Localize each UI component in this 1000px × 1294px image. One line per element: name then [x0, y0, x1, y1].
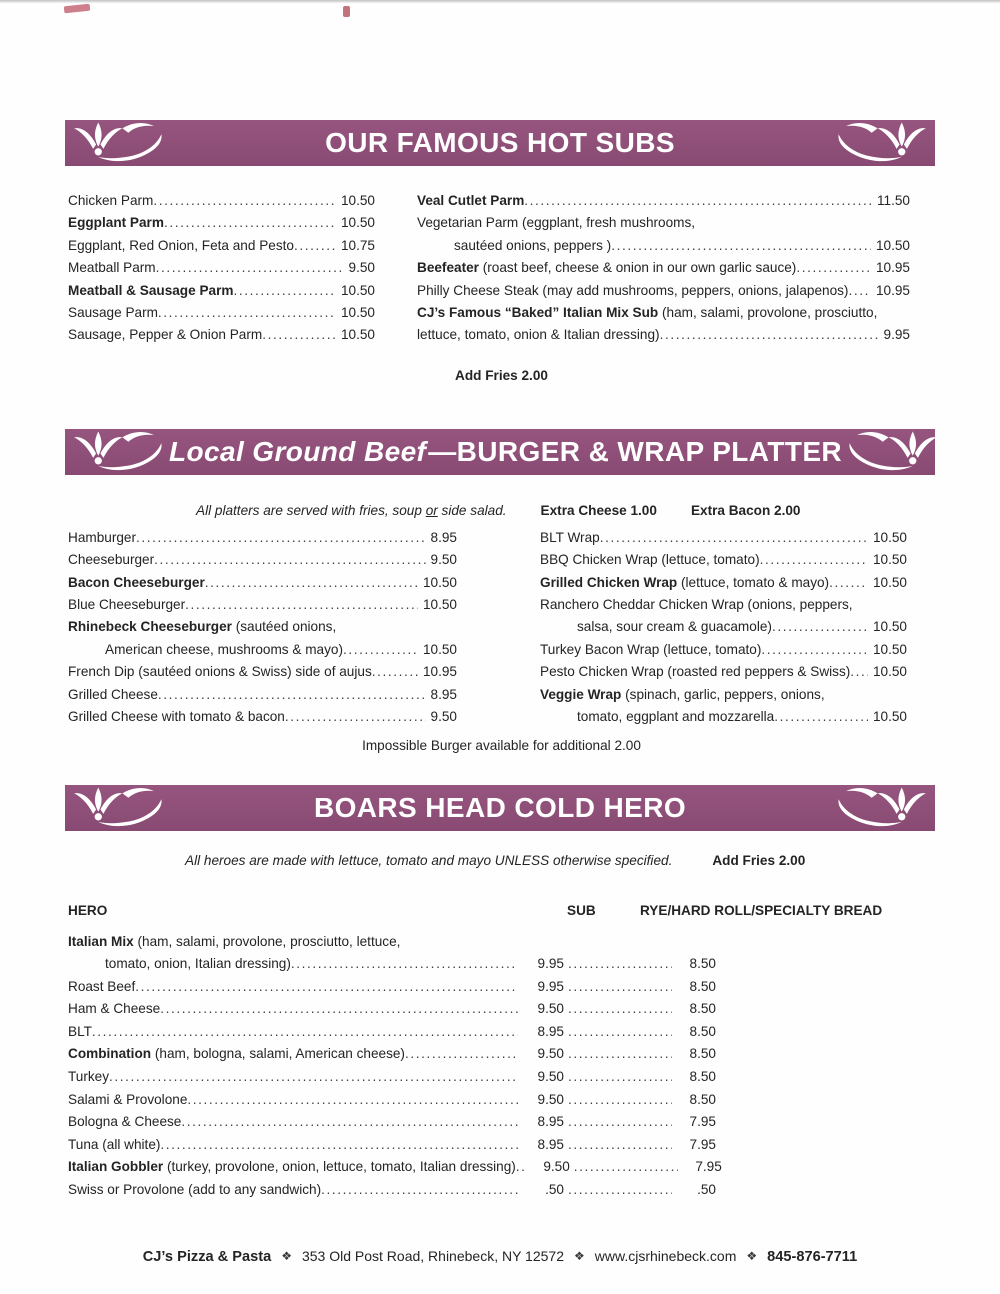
item-price: 10.50	[422, 597, 457, 613]
bread-price: 7.95	[689, 1114, 716, 1130]
item-name	[68, 212, 164, 234]
item-name-text: Ham & Cheese	[68, 1001, 161, 1017]
hero-table-header	[68, 903, 935, 927]
item-name-bold: CJ’s Famous “Baked” Italian Mix Sub	[417, 305, 659, 321]
item-name	[68, 235, 294, 257]
menu-item	[540, 572, 907, 594]
item-name	[68, 976, 135, 999]
item-name	[68, 257, 156, 279]
item-name	[68, 1156, 516, 1179]
item-name-text: Turkey Bacon Wrap (lettuce, tomato)	[540, 641, 762, 657]
table-row	[68, 1111, 716, 1134]
menu-item	[68, 594, 457, 616]
dot-leader	[321, 1179, 518, 1202]
dot-leader	[568, 1111, 672, 1134]
dot-leader	[160, 998, 518, 1021]
dot-leader	[568, 1066, 672, 1089]
item-price: 10.95	[422, 664, 457, 680]
dot-leader	[158, 684, 426, 706]
burger-right-column	[540, 527, 907, 729]
dot-leader	[772, 616, 868, 638]
menu-item	[68, 527, 457, 549]
dot-leader	[205, 572, 418, 594]
dot-leader	[156, 257, 344, 279]
menu-item	[417, 280, 910, 302]
item-name	[540, 549, 760, 571]
dot-leader	[600, 527, 868, 549]
dot-leader	[568, 998, 672, 1021]
dot-leader	[405, 1043, 518, 1066]
menu-item	[540, 684, 907, 729]
item-price: 10.50	[340, 215, 375, 231]
floral-flourish-icon	[831, 121, 927, 165]
item-name	[540, 661, 850, 683]
dot-leader	[294, 235, 336, 257]
item-price: 9.50	[348, 260, 375, 276]
sub-price: .50	[545, 1182, 564, 1198]
dot-leader	[372, 661, 418, 683]
item-name-text: (ham, salami, provolone, prosciutto,	[658, 305, 878, 321]
table-row	[68, 1089, 716, 1112]
platters-note-pre: All platters are served with fries, soup	[196, 502, 426, 518]
item-price: 10.50	[422, 641, 457, 657]
item-name-text: Pesto Chicken Wrap (roasted red peppers & Swiss)	[540, 664, 851, 680]
table-row	[68, 931, 716, 976]
burger-wrap-banner	[65, 429, 935, 475]
item-price: 11.50	[876, 193, 910, 208]
item-name-bold: Combination	[68, 1046, 152, 1062]
dot-leader	[774, 706, 868, 728]
item-name-text: Cheeseburger	[68, 552, 155, 568]
floral-flourish-icon	[842, 430, 938, 474]
item-name-text: BLT	[68, 1023, 92, 1039]
address: 353 Old Post Road, Rhinebeck, NY 12572	[301, 1247, 564, 1264]
hot-subs-section	[0, 190, 1000, 387]
menu-item	[540, 527, 907, 549]
hot-subs-left-column	[68, 190, 375, 347]
item-name-text: Sausage Parm	[68, 305, 158, 321]
item-price: 10.95	[875, 282, 910, 298]
item-name-bold: Rhinebeck Cheeseburger	[68, 619, 232, 635]
item-name-bold: Beefeater	[417, 260, 479, 276]
item-name-bold: Eggplant Parm	[68, 215, 164, 231]
dot-leader	[568, 1089, 672, 1112]
item-name-bold: Italian Gobbler	[68, 1159, 164, 1175]
item-name-text: BLT Wrap	[540, 529, 600, 545]
platters-note-post: side salad.	[437, 502, 507, 518]
sub-price: 9.50	[537, 1046, 564, 1062]
item-name	[540, 594, 853, 616]
bread-price: 8.50	[689, 1069, 716, 1085]
dot-leader	[660, 324, 879, 346]
item-name-text: (turkey, provolone, onion, lettuce, tomato, Italian dressing)	[163, 1159, 516, 1175]
floral-flourish-icon	[73, 430, 169, 474]
bread-price: 8.50	[689, 1001, 716, 1017]
item-name	[68, 324, 262, 346]
item-name-text: Blue Cheeseburger	[68, 597, 186, 613]
item-name-text: Eggplant, Red Onion, Feta and Pesto	[68, 237, 294, 253]
menu-item	[68, 257, 375, 279]
menu-item	[417, 190, 910, 212]
item-name	[417, 212, 695, 234]
menu-item	[68, 190, 375, 212]
item-name	[68, 1066, 109, 1089]
table-row	[68, 1156, 722, 1179]
burger-subtitle-row	[68, 501, 935, 521]
menu-item	[540, 639, 907, 661]
item-name-text: Swiss or Provolone (add to any sandwich)	[68, 1182, 322, 1198]
platters-note	[196, 501, 507, 521]
dot-leader	[135, 976, 518, 999]
item-name	[68, 280, 233, 302]
item-price: 8.95	[430, 686, 457, 702]
table-row	[68, 1021, 716, 1044]
menu-item	[417, 257, 910, 279]
menu-item	[68, 684, 457, 706]
sub-price: 9.50	[543, 1159, 570, 1175]
item-price: 10.75	[340, 237, 375, 253]
item-price: 10.50	[872, 709, 907, 725]
col-hero-label: HERO	[68, 902, 108, 918]
item-name	[68, 1089, 187, 1112]
dot-leader	[153, 190, 336, 212]
hero-subtitle-row	[68, 851, 935, 871]
impossible-burger-note: Impossible Burger available for additional 2.00	[362, 737, 641, 753]
bread-price: 8.50	[689, 1046, 716, 1062]
hot-subs-title: OUR FAMOUS HOT SUBS	[325, 127, 675, 158]
item-name-text: Vegetarian Parm (eggplant, fresh mushrooms,	[417, 215, 696, 231]
item-price: 10.50	[422, 574, 457, 590]
burger-wrap-section	[0, 501, 1000, 757]
item-price: 10.50	[875, 237, 910, 253]
burger-wrap-title	[169, 436, 842, 468]
item-name	[68, 594, 185, 616]
item-name	[68, 302, 158, 324]
item-name-wrap: American cheese, mushrooms & mayo)	[105, 641, 343, 657]
item-name-text: (ham, bologna, salami, American cheese)	[151, 1046, 405, 1062]
item-name-text: Hamburger	[68, 529, 136, 545]
sub-price: 9.95	[537, 978, 564, 994]
item-name	[68, 1021, 92, 1044]
heroes-note: All heroes are made with lettuce, tomato and mayo UNLESS otherwise specified.	[185, 852, 673, 868]
restaurant-name: CJ’s Pizza & Pasta	[142, 1248, 272, 1265]
item-name	[68, 616, 336, 638]
item-name	[68, 931, 400, 954]
item-name	[68, 684, 158, 706]
diamond-icon: ❖	[574, 1248, 585, 1263]
sub-price: 8.95	[537, 1114, 564, 1130]
item-name-wrap: sautéed onions, peppers )	[454, 237, 612, 253]
item-price: 10.50	[340, 327, 375, 343]
dot-leader	[524, 190, 872, 212]
dot-leader	[262, 324, 336, 346]
item-name-bold: Veal Cutlet Parm	[417, 193, 525, 208]
dot-leader	[160, 1134, 518, 1157]
item-name	[417, 257, 796, 279]
cold-hero-section	[0, 851, 1000, 1202]
item-price: 8.95	[430, 529, 457, 545]
item-price: 10.50	[340, 193, 375, 208]
item-price: 10.50	[872, 552, 907, 568]
col-bread-label: RYE/HARD ROLL/SPECIALTY BREAD	[640, 902, 883, 918]
diamond-icon: ❖	[281, 1248, 292, 1263]
item-name-text: French Dip (sautéed onions & Swiss) side of aujus	[68, 664, 372, 680]
menu-item	[68, 302, 375, 324]
dot-leader	[611, 235, 871, 257]
item-name-wrap: lettuce, tomato, onion & Italian dressing)	[417, 327, 660, 343]
item-name-text: Turkey	[68, 1069, 110, 1085]
dot-leader	[158, 302, 336, 324]
menu-item	[68, 616, 457, 661]
floral-flourish-icon	[831, 786, 927, 830]
dot-leader	[187, 1089, 518, 1112]
table-row	[68, 1043, 716, 1066]
item-name-text: (roast beef, cheese & onion in our own garlic sauce)	[478, 260, 797, 276]
item-name	[68, 706, 285, 728]
item-name	[68, 549, 154, 571]
sub-price: 8.95	[537, 1023, 564, 1039]
bread-price: 8.50	[689, 1023, 716, 1039]
item-name	[68, 527, 136, 549]
dot-leader	[109, 1066, 518, 1089]
item-price: 10.50	[872, 641, 907, 657]
hot-subs-banner	[65, 120, 935, 166]
item-name	[540, 684, 825, 706]
dot-leader	[154, 549, 425, 571]
item-name	[68, 998, 160, 1021]
item-name-text: Ranchero Cheddar Chicken Wrap (onions, peppers,	[540, 597, 853, 613]
item-name	[417, 190, 524, 212]
item-name-text: Chicken Parm	[68, 193, 154, 208]
item-name-text: Grilled Cheese with tomato & bacon	[68, 709, 285, 725]
item-name-text: Grilled Cheese	[68, 686, 158, 702]
item-name-text: Salami & Provolone	[68, 1091, 188, 1107]
item-name	[540, 639, 761, 661]
table-row	[68, 998, 716, 1021]
item-name-bold: Bacon Cheeseburger	[68, 574, 205, 590]
menu-item	[68, 212, 375, 234]
menu-item	[540, 594, 907, 639]
dot-leader	[829, 572, 868, 594]
extra-bacon-note: Extra Bacon 2.00	[690, 502, 801, 518]
platters-note-or: or	[425, 502, 438, 518]
dot-leader	[568, 953, 672, 976]
table-row	[68, 1066, 716, 1089]
sub-price: 9.50	[537, 1001, 564, 1017]
sub-price: 9.95	[537, 956, 564, 972]
item-name-text: BBQ Chicken Wrap (lettuce, tomato)	[540, 552, 760, 568]
bread-price: 8.50	[689, 978, 716, 994]
item-name-text: Sausage, Pepper & Onion Parm	[68, 327, 263, 343]
item-price: 9.95	[883, 327, 910, 343]
table-row	[68, 976, 716, 999]
item-name	[68, 1179, 321, 1202]
floral-flourish-icon	[73, 121, 169, 165]
item-name-text: Roast Beef	[68, 978, 136, 994]
menu-item	[417, 302, 910, 347]
burger-left-column	[68, 527, 457, 729]
item-name	[540, 527, 600, 549]
bread-price: 7.95	[695, 1159, 722, 1175]
item-name-text: Bologna & Cheese	[68, 1114, 182, 1130]
menu-item	[68, 549, 457, 571]
item-price: 10.50	[872, 619, 907, 635]
scan-artifact	[343, 6, 350, 17]
menu-item	[68, 324, 375, 346]
bread-price: 7.95	[689, 1136, 716, 1152]
dot-leader	[796, 257, 871, 279]
item-name	[68, 661, 372, 683]
item-name-bold: Italian Mix	[68, 933, 134, 949]
extra-cheese-note: Extra Cheese 1.00	[540, 502, 657, 518]
item-price: 10.50	[872, 529, 907, 545]
scan-artifact	[64, 4, 91, 14]
dot-leader	[568, 1179, 672, 1202]
item-price: 9.50	[430, 709, 457, 725]
menu-item	[68, 280, 375, 302]
item-name-wrap: tomato, onion, Italian dressing)	[105, 956, 291, 972]
item-price: 10.95	[875, 260, 910, 276]
dot-leader	[760, 549, 868, 571]
sub-price: 8.95	[537, 1136, 564, 1152]
dot-leader	[574, 1156, 678, 1179]
phone-number: 845-876-7711	[767, 1248, 858, 1265]
menu-item	[68, 235, 375, 257]
item-name-bold: Grilled Chicken Wrap	[540, 574, 678, 590]
bread-price: 8.50	[689, 956, 716, 972]
dot-leader	[185, 594, 418, 616]
item-name	[417, 302, 877, 324]
hero-table	[68, 931, 722, 1202]
item-name-text: Tuna (all white)	[68, 1136, 161, 1152]
item-price: 10.50	[340, 305, 375, 321]
title-italic-part: Local Ground Beef	[169, 435, 427, 467]
item-name	[417, 280, 848, 302]
menu-item	[68, 661, 457, 683]
dot-leader	[181, 1111, 518, 1134]
dot-leader	[568, 1021, 672, 1044]
item-name-text: (lettuce, tomato & mayo)	[677, 574, 830, 590]
item-price: 9.50	[430, 552, 457, 568]
item-price: 10.50	[872, 664, 907, 680]
menu-item	[417, 212, 910, 257]
dot-leader	[164, 212, 336, 234]
item-name	[68, 572, 205, 594]
item-name-bold: Veggie Wrap	[540, 686, 622, 702]
item-name	[68, 190, 153, 212]
table-row	[68, 1179, 716, 1202]
item-name-text: (sautéed onions,	[231, 619, 337, 635]
add-fries-note: Add Fries 2.00	[455, 367, 548, 383]
item-name	[68, 1134, 160, 1157]
cold-hero-banner	[65, 785, 935, 831]
cold-hero-title: BOARS HEAD COLD HERO	[313, 791, 686, 823]
item-name-text: (spinach, garlic, peppers, onions,	[621, 686, 825, 702]
hot-subs-right-column	[417, 190, 910, 347]
dot-leader	[568, 1134, 672, 1157]
bread-price: .50	[697, 1182, 716, 1198]
item-price: 10.50	[340, 282, 375, 298]
dot-leader	[136, 527, 426, 549]
bread-price: 8.50	[689, 1091, 716, 1107]
dot-leader	[850, 661, 868, 683]
item-name-bold: Meatball & Sausage Parm	[68, 282, 234, 298]
dot-leader	[233, 280, 336, 302]
dot-leader	[568, 976, 672, 999]
website: www.cjsrhinebeck.com	[594, 1247, 737, 1264]
menu-item	[540, 549, 907, 571]
item-name-text: Meatball Parm	[68, 260, 156, 276]
diamond-icon: ❖	[746, 1248, 758, 1263]
menu-item	[540, 661, 907, 683]
add-fries-note: Add Fries 2.00	[712, 852, 806, 868]
dot-leader	[848, 280, 871, 302]
dot-leader	[285, 706, 426, 728]
col-sub-label: SUB	[567, 902, 596, 918]
item-name	[68, 1111, 181, 1134]
footer	[0, 1248, 1000, 1265]
item-name-text: Philly Cheese Steak (may add mushrooms, peppers, onions, jalapenos)	[417, 282, 849, 298]
menu-item	[68, 706, 457, 728]
dot-leader	[761, 639, 868, 661]
title-rest-part: —BURGER & WRAP PLATTER	[428, 435, 843, 467]
sub-price: 9.50	[537, 1069, 564, 1085]
floral-flourish-icon	[73, 786, 169, 830]
dot-leader	[291, 953, 518, 976]
item-name	[68, 1043, 405, 1066]
sub-price: 9.50	[537, 1091, 564, 1107]
dot-leader	[516, 1156, 524, 1179]
menu-item	[68, 572, 457, 594]
item-name-wrap: salsa, sour cream & guacamole)	[577, 619, 772, 635]
dot-leader	[92, 1021, 518, 1044]
table-row	[68, 1134, 716, 1157]
item-price: 10.50	[872, 574, 907, 590]
dot-leader	[343, 639, 418, 661]
item-name-wrap: tomato, eggplant and mozzarella	[577, 709, 775, 725]
item-name-text: (ham, salami, provolone, prosciutto, lettuce,	[133, 933, 401, 949]
dot-leader	[568, 1043, 672, 1066]
item-name	[540, 572, 829, 594]
